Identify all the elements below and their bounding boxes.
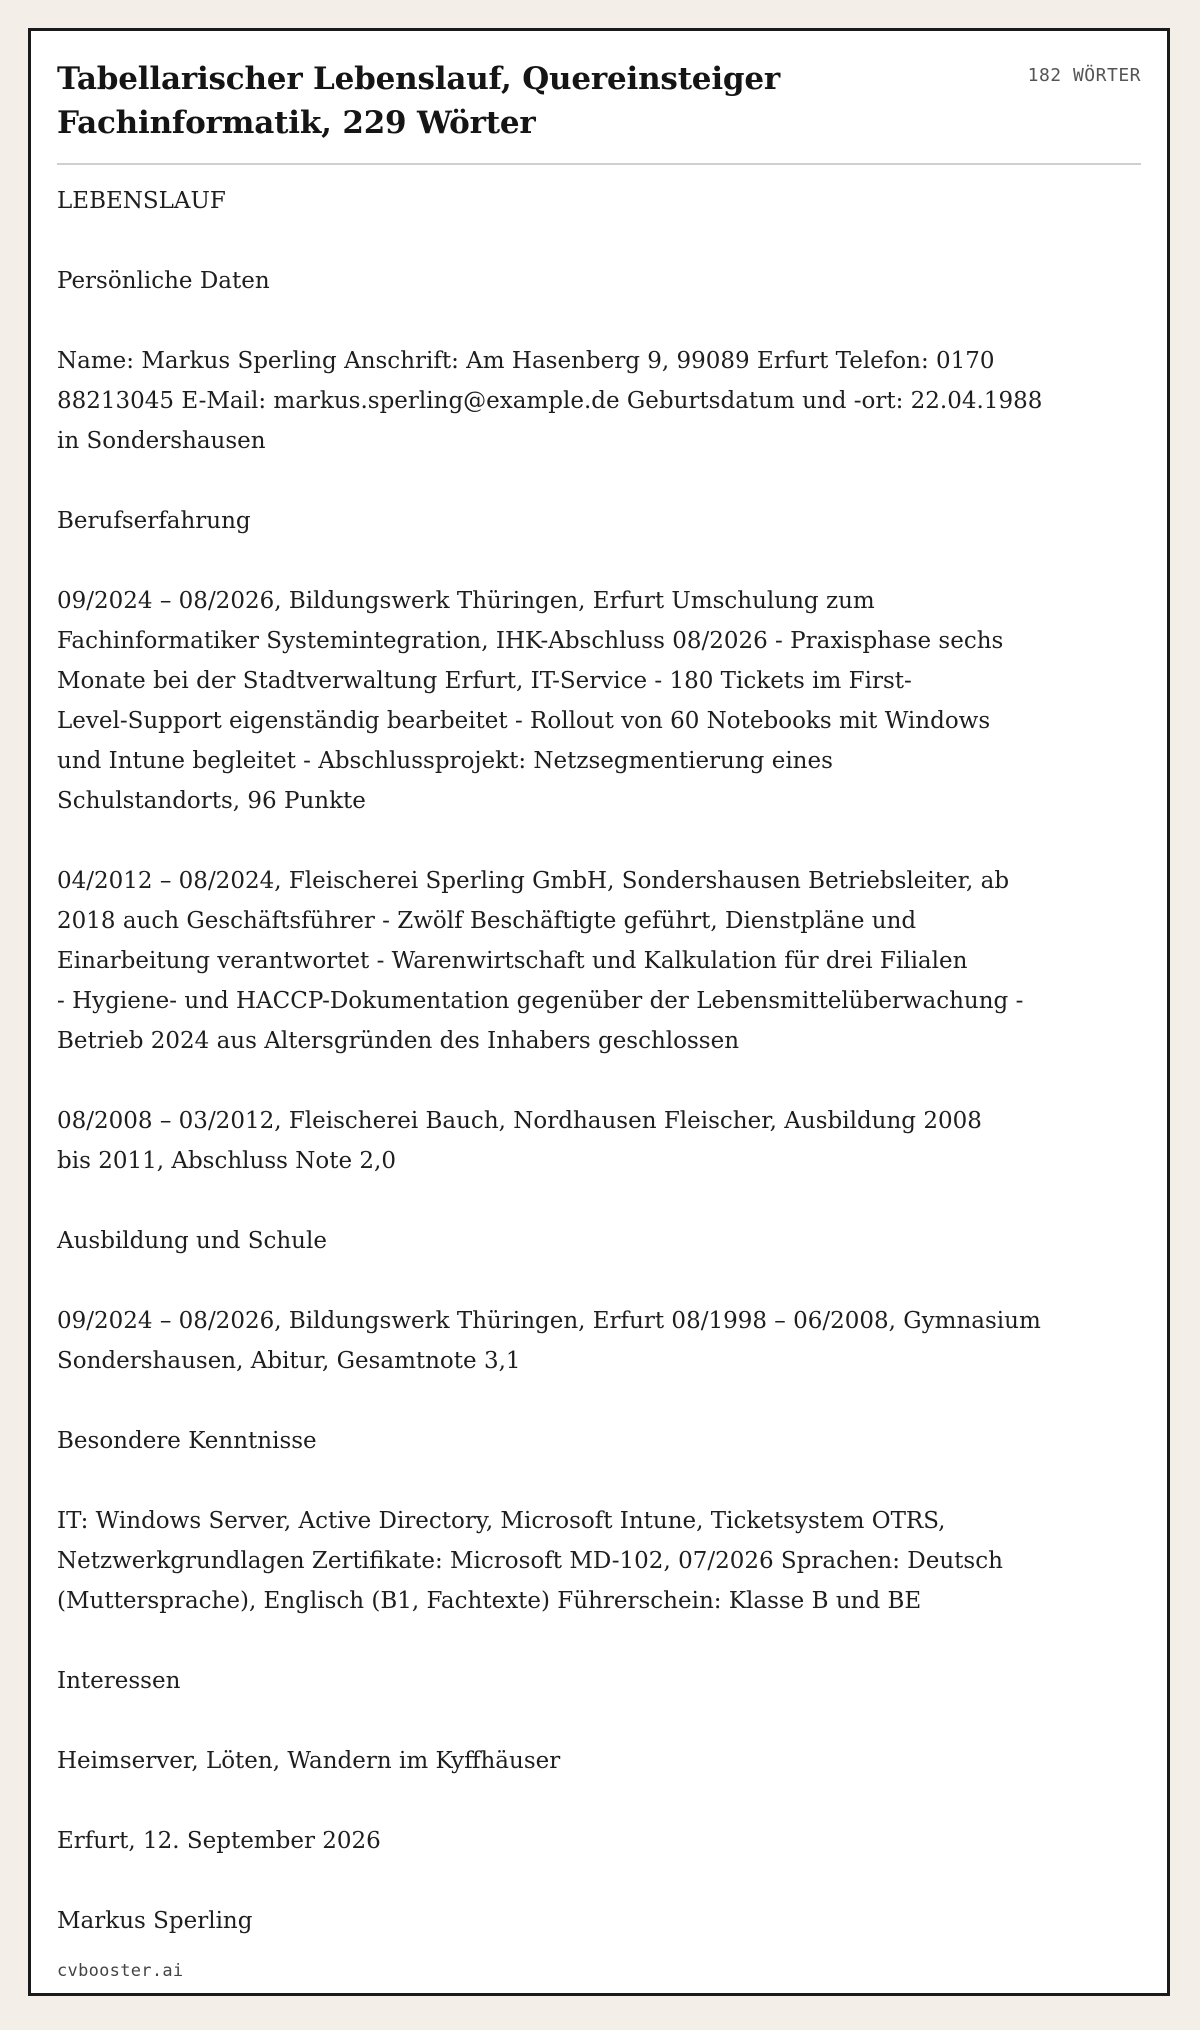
cv-text-line: Schulstandorts, 96 Punkte: [57, 788, 366, 814]
cv-text-line: Berufserfahrung: [57, 508, 251, 534]
cv-text-line: und Intune begleitet - Abschlussprojekt: Netzsegmentierung eines: [57, 748, 833, 774]
document-title-line: Fachinformatik, 229 Wörter: [57, 105, 536, 141]
cv-text-line: - Hygiene- und HACCP-Dokumentation gegenüber der Lebensmittelüberwachung -: [57, 988, 1024, 1014]
cv-paragraph-section-kenntnisse: [57, 1421, 1117, 1461]
cv-paragraph-job-fleischerei-sperling: [57, 861, 1117, 1061]
cv-text-line: 04/2012 – 08/2024, Fleischerei Sperling GmbH, Sondershausen Betriebsleiter, ab: [57, 868, 1010, 894]
cv-text-line: IT: Windows Server, Active Directory, Microsoft Intune, Ticketsystem OTRS,: [57, 1508, 946, 1534]
word-count-badge: 182 WÖRTER: [1027, 65, 1141, 86]
cv-paragraph-job-fleischerei-bauch: [57, 1101, 1117, 1181]
cv-text-line: 09/2024 – 08/2026, Bildungswerk Thüringen, Erfurt 08/1998 – 06/2008, Gymnasium: [57, 1308, 1041, 1334]
cv-text-body: [57, 181, 1117, 1981]
cv-text-line: Netzwerkgrundlagen Zertifikate: Microsoft MD-102, 07/2026 Sprachen: Deutsch: [57, 1548, 1003, 1574]
cv-text-line: Level-Support eigenständig bearbeitet - Rollout von 60 Notebooks mit Windows: [57, 708, 991, 734]
cv-text-line: Ausbildung und Schule: [57, 1228, 327, 1254]
cv-text-line: (Muttersprache), Englisch (B1, Fachtexte) Führerschein: Klasse B und BE: [57, 1588, 922, 1614]
cv-text-line: 88213045 E-Mail: markus.sperling@example.de Geburtsdatum und -ort: 22.04.1988: [57, 388, 1043, 414]
cv-text-line: Name: Markus Sperling Anschrift: Am Hasenberg 9, 99089 Erfurt Telefon: 0170: [57, 348, 995, 374]
cv-text-line: Sondershausen, Abitur, Gesamtnote 3,1: [57, 1348, 521, 1374]
footer-brand: cvbooster.ai: [57, 1961, 184, 1981]
cv-paragraph-section-berufserfahrung: [57, 501, 1117, 541]
cv-paragraph-signature-name: [57, 1901, 1117, 1941]
cv-paragraph-section-interessen: [57, 1661, 1117, 1701]
cv-text-line: Erfurt, 12. September 2026: [57, 1828, 381, 1854]
cv-text-line: 09/2024 – 08/2026, Bildungswerk Thüringen, Erfurt Umschulung zum: [57, 588, 875, 614]
cv-text-line: in Sondershausen: [57, 428, 266, 454]
cv-text-line: Monate bei der Stadtverwaltung Erfurt, IT-Service - 180 Tickets im First-: [57, 668, 912, 694]
cv-text-line: bis 2011, Abschluss Note 2,0: [57, 1148, 396, 1174]
document-title-line: Tabellarischer Lebenslauf, Quereinsteiger: [57, 61, 781, 97]
cv-paragraph-place-date: [57, 1821, 1117, 1861]
document-title: [57, 57, 917, 145]
cv-text-line: Betrieb 2024 aus Altersgründen des Inhabers geschlossen: [57, 1028, 740, 1054]
cv-text-line: LEBENSLAUF: [57, 188, 226, 214]
cv-paragraph-education: [57, 1301, 1117, 1381]
cv-text-line: Besondere Kenntnisse: [57, 1428, 317, 1454]
cv-paragraph-section-ausbildung: [57, 1221, 1117, 1261]
cv-text-line: Interessen: [57, 1668, 181, 1694]
cv-text-line: Markus Sperling: [57, 1908, 253, 1934]
cv-paragraph-personal-data: [57, 341, 1117, 461]
cv-text-line: Heimserver, Löten, Wandern im Kyffhäuser: [57, 1748, 561, 1774]
cv-paragraph-heading-lebenslauf: [57, 181, 1117, 221]
cv-paragraph-job-umschulung: [57, 581, 1117, 821]
cv-document-card: [28, 28, 1170, 1996]
cv-text-line: Persönliche Daten: [57, 268, 270, 294]
cv-text-line: 08/2008 – 03/2012, Fleischerei Bauch, Nordhausen Fleischer, Ausbildung 2008: [57, 1108, 982, 1134]
cv-text-line: Fachinformatiker Systemintegration, IHK-Abschluss 08/2026 - Praxisphase sechs: [57, 628, 1004, 654]
cv-paragraph-skills: [57, 1501, 1117, 1621]
document-header: [57, 53, 1141, 165]
cv-paragraph-section-persoenliche-daten: [57, 261, 1117, 301]
cv-text-line: Einarbeitung verantwortet - Warenwirtschaft und Kalkulation für drei Filialen: [57, 948, 968, 974]
cv-text-line: 2018 auch Geschäftsführer - Zwölf Beschäftigte geführt, Dienstpläne und: [57, 908, 917, 934]
cv-paragraph-interests: [57, 1741, 1117, 1781]
